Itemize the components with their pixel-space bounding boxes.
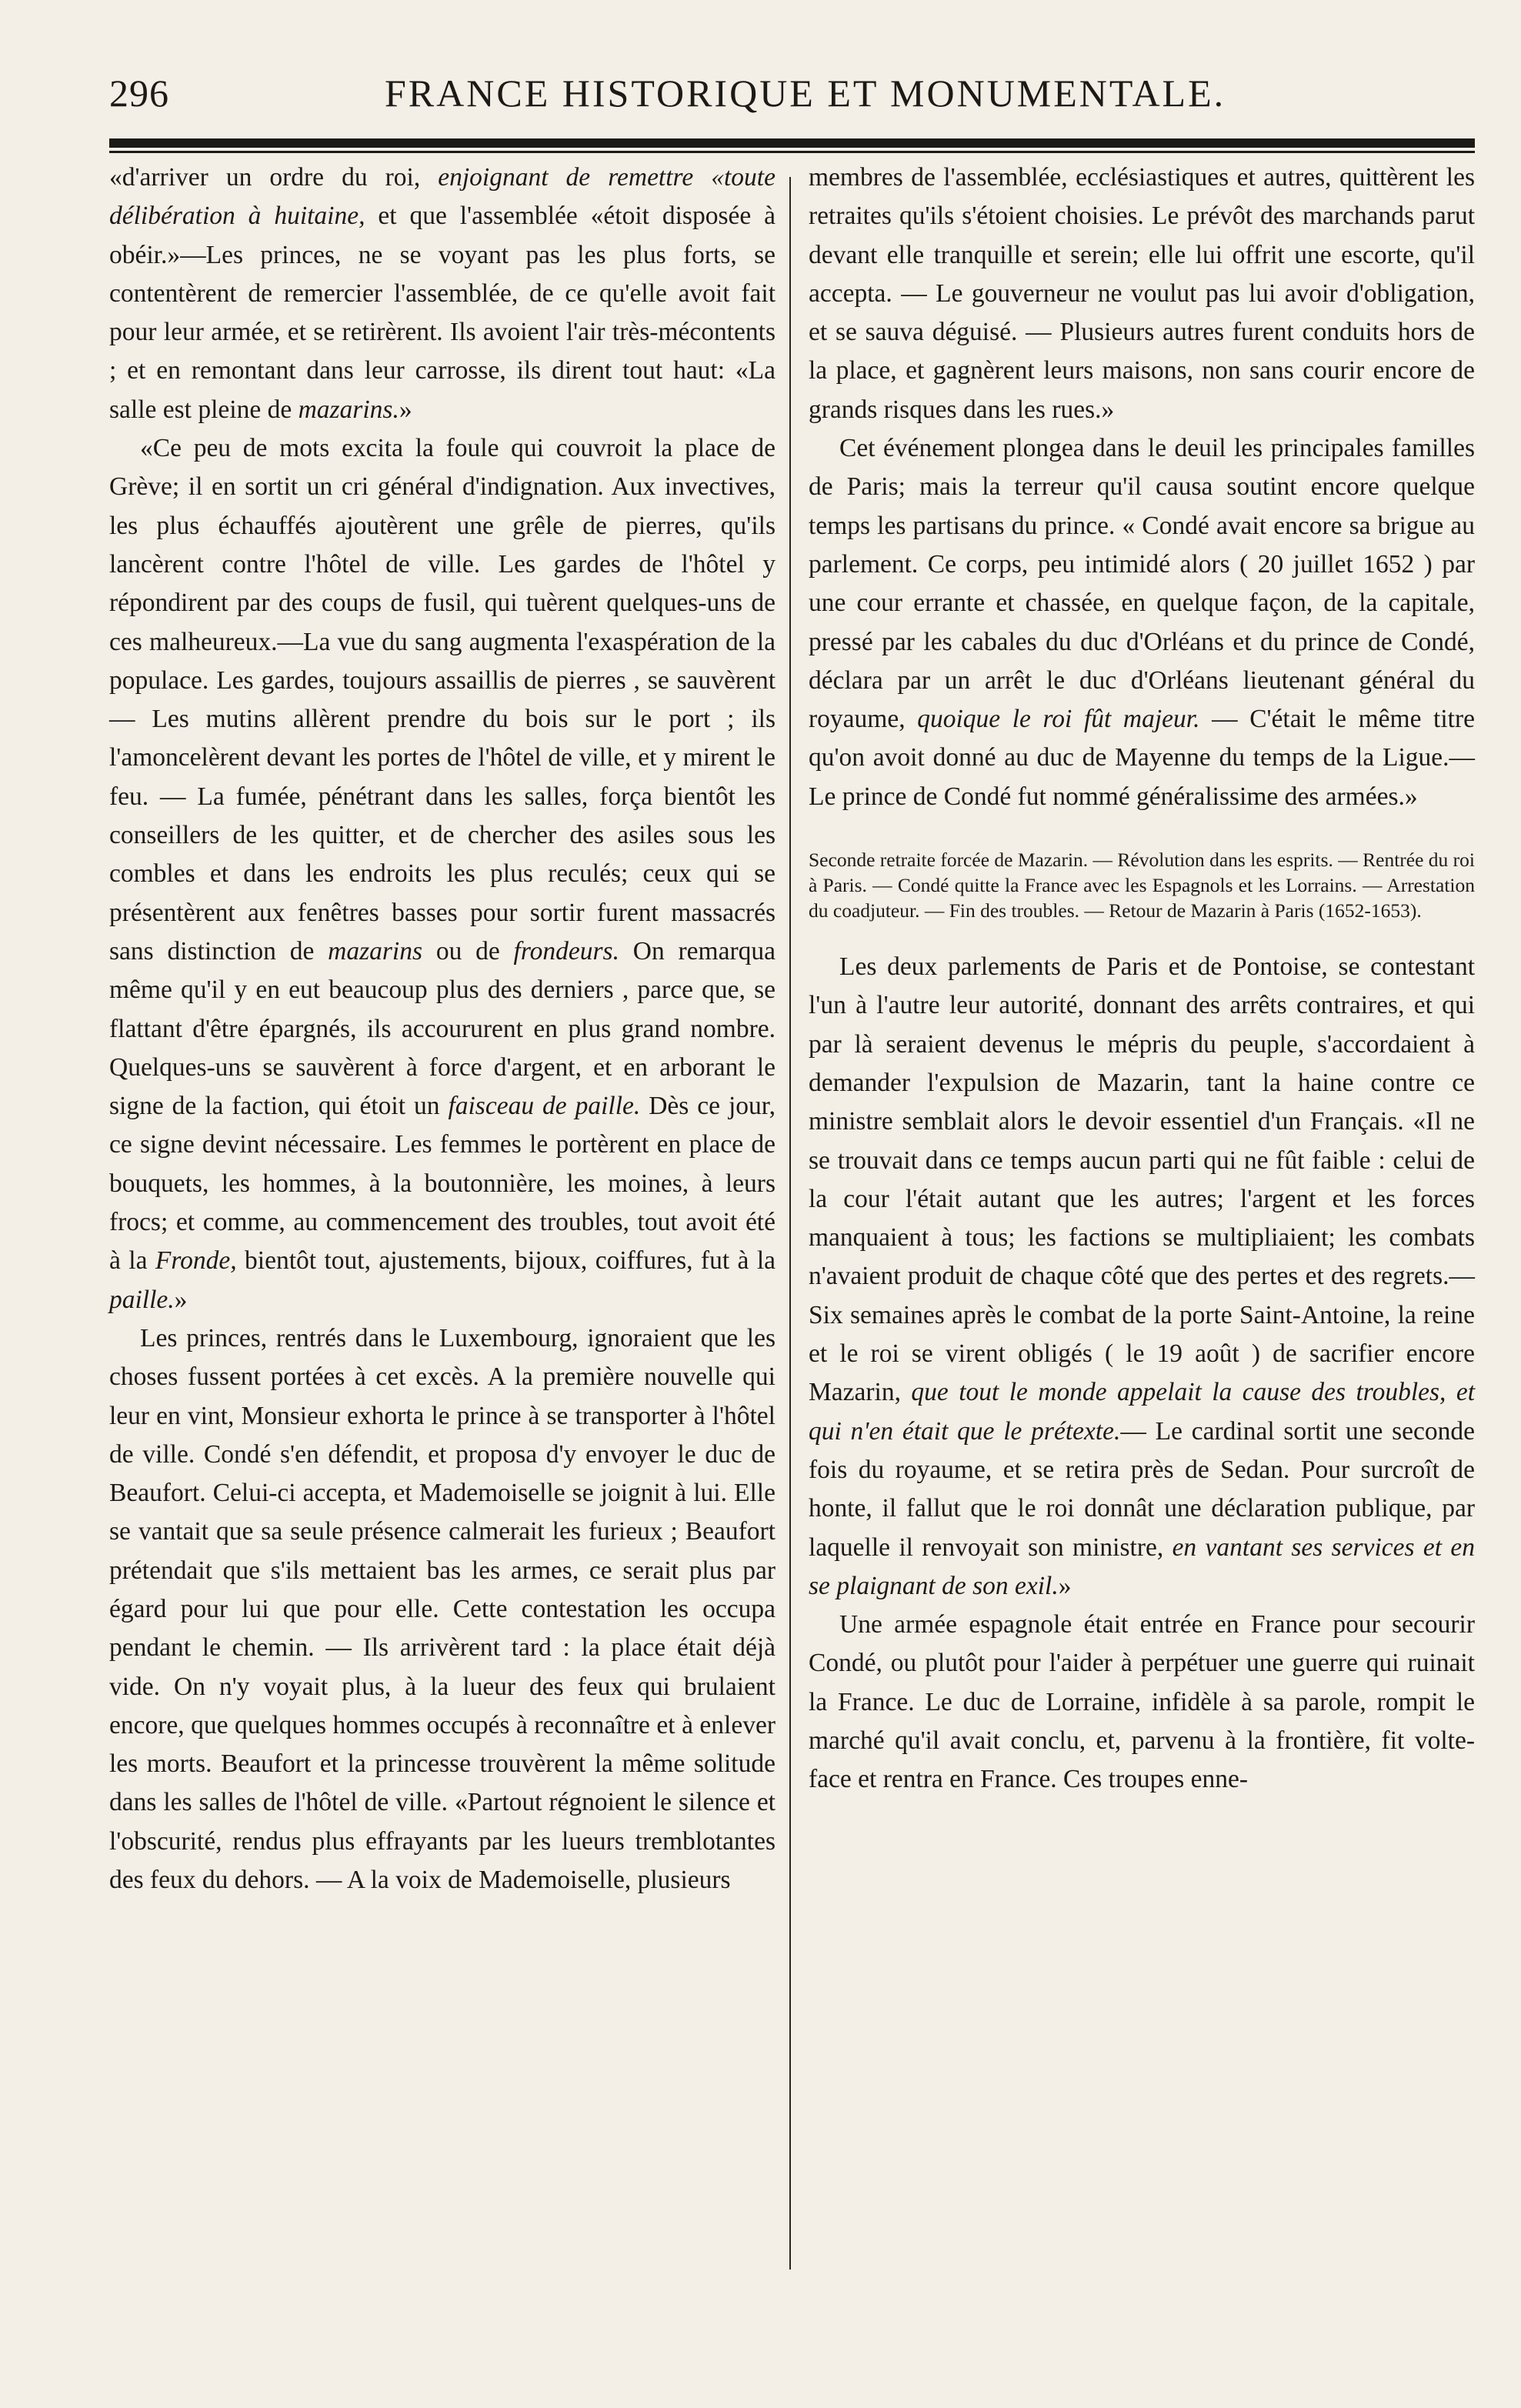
right-paragraph-2: Cet événement plongea dans le deuil les principales familles de Paris; mais la terreur qu'il causa soutint encore quelque temps les partisans du prince. « Condé avait encore sa brigue au parlement. Ce corps, peu intimidé alors ( 20 juillet 1652 ) par une cour errante et chassée, en quelque façon, de la capitale, pressé par les cabales du duc d'Orléans et du prince de Condé, déclara par un arrêt le duc d'Orléans lieutenant général du royaume, quoique le roi fût majeur. — C'était le même titre qu'on avoit donné au duc de Mayenne du temps de la Ligue.— Le prince de Condé fut nommé généralissime des armées.» [809, 434, 1476, 811]
column-divider [789, 177, 791, 2270]
left-paragraph-1: «d'arriver un ordre du roi, enjoignant de remettre «toute délibération à huitaine, et que l'assemblée «étoit disposée à obéir.»—Les princes, ne se voyant pas les plus forts, se contentèrent de remercier l'assemblée, de ce qu'elle avoit fait pour leur armée, et se retirèrent. Ils avoient l'air très-mécontents ; et en remontant dans leur carrosse, ils dirent tout haut: «La salle est pleine de mazarins.» [109, 163, 776, 424]
right-paragraph-4: Une armée espagnole était entrée en France pour secourir Condé, ou plutôt pour l'aider à perpétuer une guerre qui ruinait la France. Le duc de Lorraine, infidèle à sa parole, rompit le marché qu'il avait conclu, et, parvenu à la frontière, fit volte-face et rentra en France. Ces troupes enne- [809, 1610, 1475, 1794]
left-column [109, 158, 776, 1899]
page-number: 296 [109, 72, 169, 115]
header-rule-thick [109, 138, 1475, 148]
right-paragraph-1: membres de l'assemblée, ecclésiastiques et autres, quittèrent les retraites qu'ils s'étoient choisies. Le prévôt des marchands parut devant elle tranquille et serein; elle lui offrit une escorte, qu'il accepta. — Le gouverneur ne voulut pas lui avoir d'obligation, et se sauva déguisé. — Plusieurs autres furent conduits hors de la place, et gagnèrent leurs maisons, non sans courir encore de grands risques dans les rues.» [809, 163, 1475, 424]
right-paragraph-3: Les deux parlements de Paris et de Pontoise, se contestant l'un à l'autre leur autorité, donnant des arrêts contraires, et qui par là seraient devenus le mépris du peuple, s'accordaient à demander l'expulsion de Mazarin, tant la haine contre ce ministre semblait alors le devoir essentiel d'un Français. «Il ne se trouvait dans ce temps aucun parti qui ne fût faible : celui de la cour l'était autant que les autres; l'argent et les forces manquaient à tous; les factions se multipliaient; les combats n'avaient produit de chaque côté que des pertes et des regrets.— Six semaines après le combat de la porte Saint-Antoine, la reine et le roi se virent obligés ( le 19 août ) de sacrifier encore Mazarin, que tout le monde appelait la cause des troubles, et qui n'en était que le prétexte.— Le cardinal sortit une seconde fois du royaume, et se retira près de Sedan. Pour surcroît de honte, il fallut que le roi donnât une déclaration publique, par laquelle il renvoyait son ministre, en vantant ses services et en se plaignant de son exil.» [809, 952, 1475, 1600]
right-column [809, 158, 1475, 1799]
section-summary: Seconde retraite forcée de Mazarin. — Révolution dans les esprits. — Rentrée du roi à Paris. — Condé quitte la France avec les Espagnols et les Lorrains. — Arrestation du coadjuteur. — Fin des troubles. — Retour de Mazarin à Paris (1652-1653). [809, 849, 1476, 922]
running-title: FRANCE HISTORIQUE ET MONUMENTALE. [385, 72, 1226, 115]
left-paragraph-2: «Ce peu de mots excita la foule qui couvroit la place de Grève; il en sortit un cri général d'indignation. Aux invectives, les plus échauffés ajoutèrent une grêle de pierres, qu'ils lancèrent contre l'hôtel de ville. Les gardes de l'hôtel y répondirent par des coups de fusil, qui tuèrent quelques-uns de ces malheureux.—La vue du sang augmenta l'exaspération de la populace. Les gardes, toujours assaillis de pierres , se sauvèrent — Les mutins allèrent prendre du bois sur le port ; ils l'amoncelèrent devant les portes de l'hôtel de ville, et y mirent le feu. — La fumée, pénétrant dans les salles, força bientôt les conseillers de les quitter, et de chercher des asiles sous les combles et dans les endroits les plus reculés; ceux qui se présentèrent aux fenêtres basses pour sortir furent massacrés sans distinction de mazarins ou de frondeurs. On remarqua même qu'il y en eut beaucoup plus des derniers , parce que, se flattant d'être épargnés, ils accoururent en plus grand nombre. Quelques-uns se sauvèrent à force d'argent, et en arborant le signe de la faction, qui étoit un faisceau de paille. Dès ce jour, ce signe devint nécessaire. Les femmes le portèrent en place de bouquets, les hommes, à la boutonnière, les moines, à leurs frocs; et comme, au commencement des troubles, tout avoit été à la Fronde, bientôt tout, ajustements, bijoux, coiffures, fut à la paille.» [109, 434, 776, 1314]
header-rule-thin [109, 151, 1475, 153]
left-paragraph-3: Les princes, rentrés dans le Luxembourg, ignoraient que les choses fussent portées à cet excès. A la première nouvelle qui leur en vint, Monsieur exhorta le prince à se transporter à l'hôtel de ville. Condé s'en défendit, et proposa d'y envoyer le duc de Beaufort. Celui-ci accepta, et Mademoiselle se joignit à lui. Elle se vantait que sa seule présence calmerait les furieux ; Beaufort prétendait que s'ils mettaient bas les armes, ce serait plus par égard pour lui que pour elle. Cette contestation les occupa pendant le chemin. — Ils arrivèrent tard : la place était déjà vide. On n'y voyait plus, à la lueur des feux qui brulaient encore, que quelques hommes occupés à reconnaître et à enlever les morts. Beaufort et la princesse trouvèrent la même solitude dans les salles de l'hôtel de ville. «Partout régnoient le silence et l'obscurité, rendus plus effrayants par les lueurs tremblotantes des feux du dehors. — A la voix de Mademoiselle, plusieurs [109, 1323, 776, 1895]
